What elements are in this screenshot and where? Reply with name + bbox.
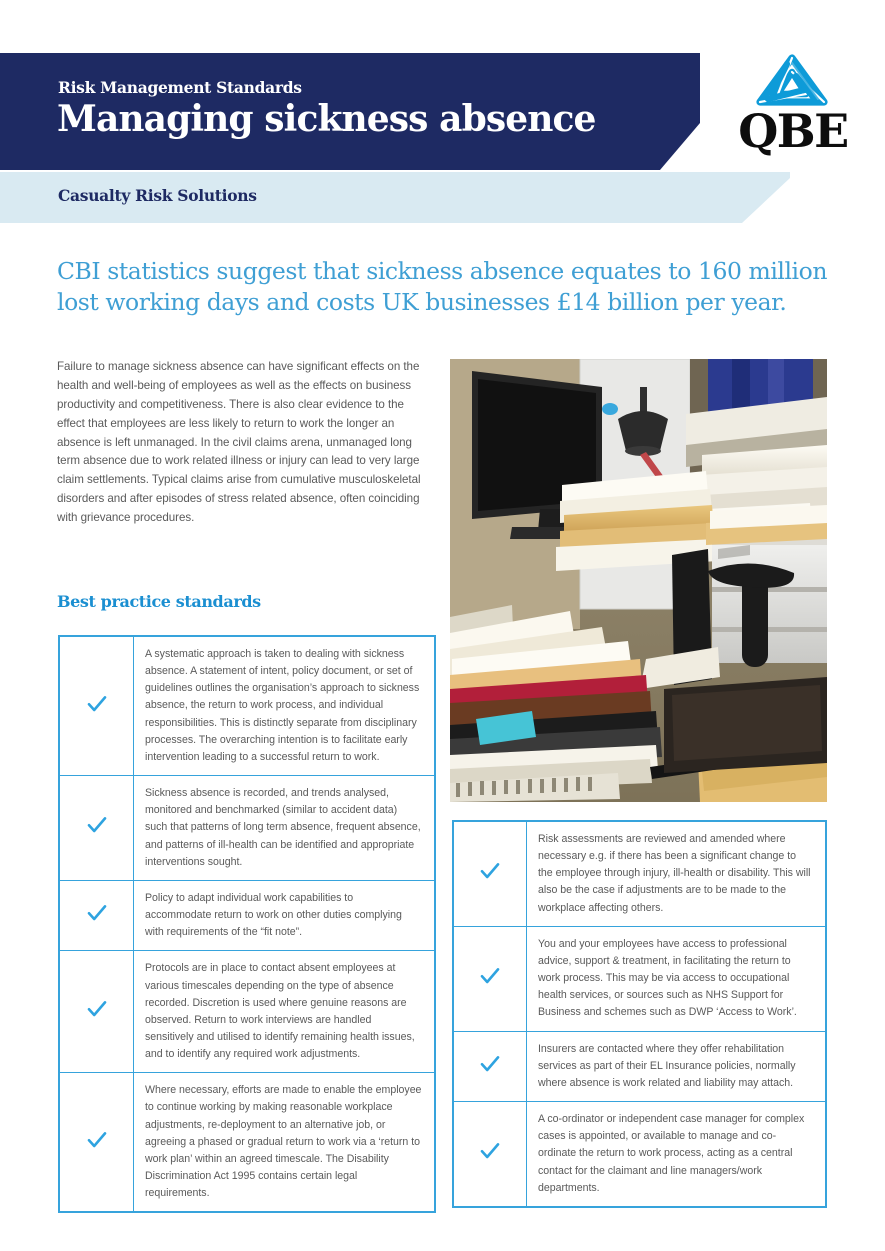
- table-right-body: [454, 822, 826, 1207]
- checkmark-icon: [60, 880, 134, 950]
- standard-text: Insurers are contacted where they offer rehabilitation services as part of their EL Insurance policies, normally where absence is work related and liability may attach.: [527, 1031, 826, 1101]
- standard-text: You and your employees have access to professional advice, support & treatment, in facilitating the return to work process. This may be via access to occupational health services, or sources such as NHS Support for Business and schemes such as DWP ‘Access to Work’.: [527, 926, 826, 1031]
- standard-text: A co-ordinator or independent case manager for complex cases is appointed, or available to manage and co-ordinate the return to work process, acting as a central contact for the claimant and line managers/work departments.: [527, 1102, 826, 1207]
- table-row: [454, 926, 826, 1031]
- standard-text: Sickness absence is recorded, and trends analysed, monitored and benchmarked (similar to accident data) such that patterns of long term absence, frequent absence, and patterns of ill-health can be identified and appropriate interventions sought.: [134, 776, 435, 881]
- page-title: Managing sickness absence: [57, 98, 596, 140]
- table-row: [60, 880, 435, 950]
- checkmark-icon: [60, 1073, 134, 1212]
- table-row: [60, 951, 435, 1073]
- best-practice-standards-heading: Best practice standards: [57, 592, 261, 611]
- checkmark-icon: [60, 776, 134, 881]
- best-practice-table-right: [452, 820, 827, 1208]
- table-row: [454, 822, 826, 927]
- checkmark-icon: [454, 1102, 527, 1207]
- checkmark-icon: [454, 822, 527, 927]
- table-row: [454, 1102, 826, 1207]
- standard-text: Risk assessments are reviewed and amended where necessary e.g. if there has been a significant change to the employee through injury, ill-health or disability. This will also be the case if adjustments are to be made to the workplace affecting others.: [527, 822, 826, 927]
- standard-text: A systematic approach is taken to dealing with sickness absence. A statement of intent, policy document, or set of guidelines outlines the organisation’s approach to sickness absence, the return to work process, and individual responsibilities. This is distinctly separate from disciplinary processes. The overarching intention is to facilitate early intervention leading to a successful return to work.: [134, 637, 435, 776]
- best-practice-table-left: [58, 635, 436, 1213]
- headline-statement: CBI statistics suggest that sickness absence equates to 160 million lost working days and costs UK businesses £14 billion per year.: [57, 257, 827, 317]
- table-row: [60, 637, 435, 776]
- standard-text: Where necessary, efforts are made to enable the employee to continue working by making reasonable workplace adjustments, re-deployment to an alternative job, or agreeing a phased or gradual return to work via a ‘return to work plan’ within an agreed timescale. The Disability Discrimination Act 1995 contains certain legal requirements.: [134, 1073, 435, 1212]
- qbe-wordmark: QBE: [738, 104, 848, 158]
- checkmark-icon: [454, 1031, 527, 1101]
- qbe-logo: [728, 52, 858, 172]
- header-subtitle: Casualty Risk Solutions: [58, 186, 257, 205]
- table-row: [60, 1073, 435, 1212]
- table-left-body: [60, 637, 435, 1212]
- checkmark-icon: [454, 926, 527, 1031]
- checkmark-icon: [60, 951, 134, 1073]
- header-eyebrow: Risk Management Standards: [58, 78, 302, 97]
- standard-text: Policy to adapt individual work capabilities to accommodate return to work on other duties complying with requirements of the “fit note”.: [134, 880, 435, 950]
- table-row: [60, 776, 435, 881]
- standard-text: Protocols are in place to contact absent employees at various timescales depending on the type of absence recorded. Discretion is used where genuine reasons are observed. Return to work interviews are handled sensitively and utilised to identify remaining health issues, and to identify any required work adjustments.: [134, 951, 435, 1073]
- desk-photo: [450, 359, 827, 802]
- checkmark-icon: [60, 637, 134, 776]
- table-row: [454, 1031, 826, 1101]
- intro-paragraph: Failure to manage sickness absence can have significant effects on the health and well-being of employees as well as the effects on business productivity and competitiveness. There is also clear evidence to the effect that employees are less likely to return to work the longer an absence is left unmanaged. In the civil claims arena, unmanaged long term absence due to work related illness or injury can lead to very large claim settlements. Typical claims arise from cumulative musculoskeletal disorders and after episodes of stress related absence, often coinciding with grievance procedures.: [57, 360, 421, 525]
